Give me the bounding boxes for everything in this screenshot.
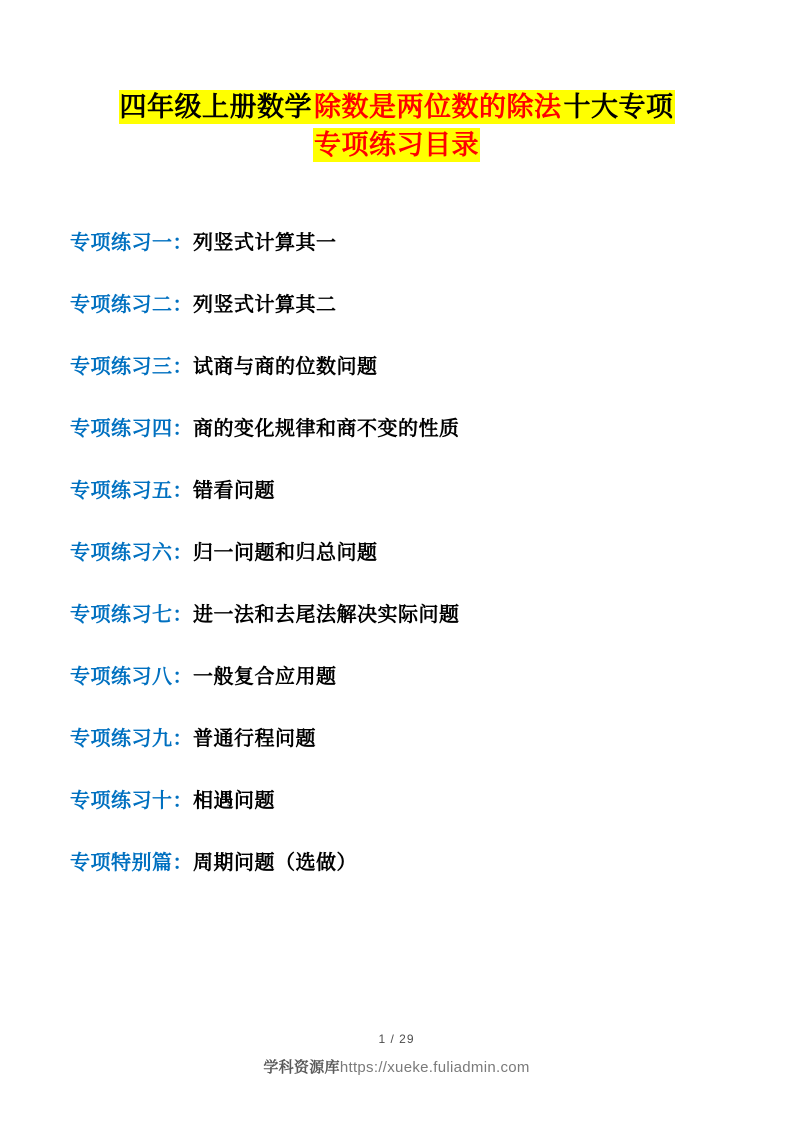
list-item[interactable] [70, 476, 730, 538]
toc-item-label: 专项练习六： [70, 542, 193, 564]
list-item[interactable] [70, 538, 730, 600]
toc-item-label: 专项练习八： [70, 666, 193, 688]
title-part-grade-subject: 四年级上册数学 [119, 92, 312, 122]
list-item[interactable] [70, 600, 730, 662]
toc-item-label: 专项练习十： [70, 790, 193, 812]
title-subtitle: 专项练习目录 [314, 130, 479, 161]
toc-item-text: 归一问题和归总问题 [193, 542, 378, 564]
list-item[interactable] [70, 848, 730, 910]
list-item[interactable] [70, 352, 730, 414]
toc-item-label: 专项练习五： [70, 480, 193, 502]
toc-item-text: 普通行程问题 [193, 728, 316, 750]
watermark [0, 1056, 793, 1077]
toc-item-label: 专项练习九： [70, 728, 193, 750]
toc-item-label: 专项练习二： [70, 294, 193, 316]
toc-item-text: 列竖式计算其一 [193, 232, 337, 254]
page-number: 1 / 29 [378, 1032, 415, 1046]
list-item[interactable] [70, 290, 730, 352]
list-item[interactable] [70, 786, 730, 848]
toc-item-text: 相遇问题 [193, 790, 275, 812]
toc-item-text: 进一法和去尾法解决实际问题 [193, 604, 460, 626]
list-item[interactable] [70, 414, 730, 476]
title-line-2 [0, 126, 793, 164]
toc-item-label: 专项练习七： [70, 604, 193, 626]
toc-item-text: 错看问题 [193, 480, 275, 502]
table-of-contents [70, 228, 730, 910]
watermark-brand: 学科资源库 [263, 1059, 340, 1076]
toc-item-text: 商的变化规律和商不变的性质 [193, 418, 460, 440]
title-part-topic: 除数是两位数的除法 [314, 92, 562, 122]
toc-item-text: 列竖式计算其二 [193, 294, 337, 316]
toc-item-label: 专项练习三： [70, 356, 193, 378]
toc-item-label: 专项特别篇： [70, 852, 193, 874]
title-line-1 [0, 88, 793, 126]
page-footer [0, 1032, 793, 1077]
list-item[interactable] [70, 662, 730, 724]
toc-item-label: 专项练习四： [70, 418, 193, 440]
list-item[interactable] [70, 228, 730, 290]
toc-item-text: 一般复合应用题 [193, 666, 337, 688]
toc-item-label: 专项练习一： [70, 232, 193, 254]
toc-item-text: 试商与商的位数问题 [193, 356, 378, 378]
list-item[interactable] [70, 724, 730, 786]
title-part-suffix: 十大专项 [563, 92, 674, 122]
toc-item-text: 周期问题（选做） [193, 852, 357, 874]
watermark-url: https://xueke.fuliadmin.com [339, 1059, 530, 1076]
document-title [0, 88, 793, 165]
